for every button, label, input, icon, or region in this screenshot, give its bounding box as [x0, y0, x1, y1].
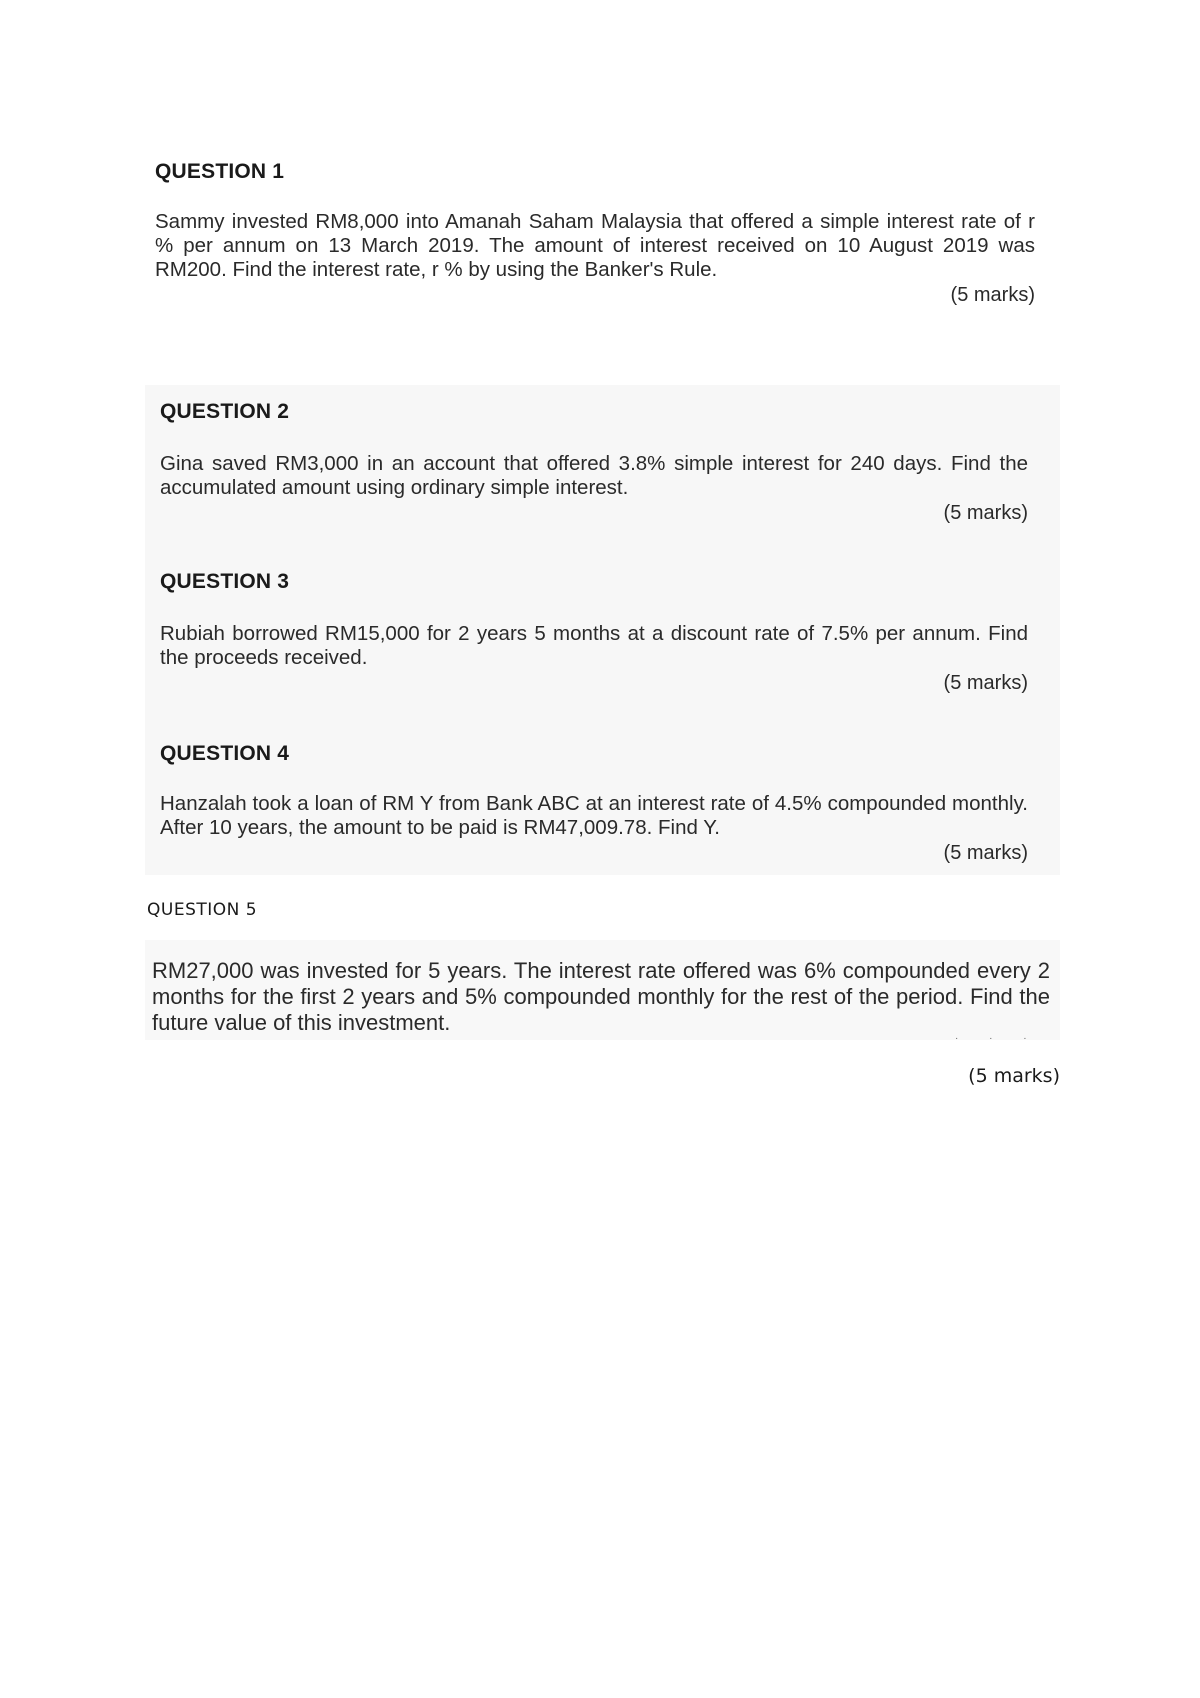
question-3-title: QUESTION 3	[160, 570, 290, 593]
question-5-title: QUESTION 5	[147, 900, 258, 920]
cropped-scan-artifact: · · ·	[955, 1033, 1041, 1044]
question-4-marks: (5 marks)	[943, 842, 1028, 864]
question-3-text: Rubiah borrowed RM15,000 for 2 years 5 months at a discount rate of 7.5% per annum. Find the proceeds received.	[160, 622, 1028, 669]
question-2-text: Gina saved RM3,000 in an account that offered 3.8% simple interest for 240 days. Find the accumulated amount using ordinary simple interest.	[160, 452, 1028, 499]
question-3-marks: (5 marks)	[943, 672, 1028, 694]
question-2-marks: (5 marks)	[943, 502, 1028, 524]
question-1-title: QUESTION 1	[155, 160, 285, 183]
question-1-marks: (5 marks)	[950, 284, 1035, 306]
question-4-title: QUESTION 4	[160, 742, 290, 765]
question-5-text: RM27,000 was invested for 5 years. The interest rate offered was 6% compounded every 2 months for the first 2 years and 5% compounded monthly for the rest of the period. Find the future value of this investment.	[152, 958, 1050, 1035]
question-4-text: Hanzalah took a loan of RM Y from Bank ABC at an interest rate of 4.5% compounded monthly. After 10 years, the amount to be paid is RM47,009.78. Find Y.	[160, 792, 1028, 839]
question-5-marks: (5 marks)	[968, 1065, 1060, 1087]
question-2-title: QUESTION 2	[160, 400, 290, 423]
question-1-text: Sammy invested RM8,000 into Amanah Saham Malaysia that offered a simple interest rate of r % per annum on 13 March 2019. The amount of interest received on 10 August 2019 was RM200. Find the interest rate, r % by using the Banker's Rule.	[155, 210, 1035, 281]
